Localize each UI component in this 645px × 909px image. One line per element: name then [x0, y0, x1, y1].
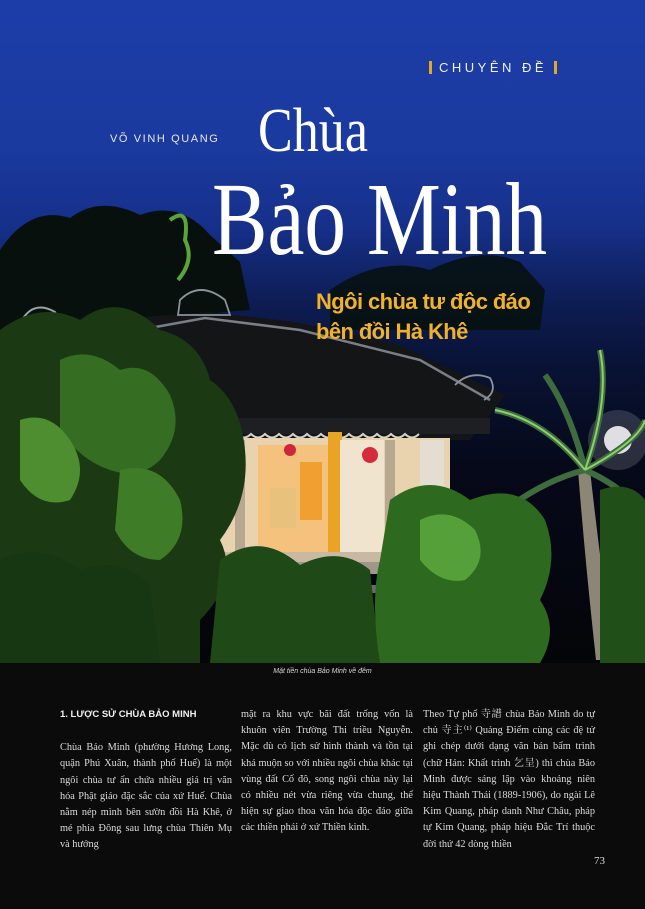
column-1-body: Chùa Bảo Minh (phường Hương Long, quận Phú Xuân, thành phố Huế) là một ngôi chùa tư ẩn chứa nhiều giá trị văn hóa Phật giáo đặc sắc của xứ Huế. Chùa nằm nép mình bên sườn đồi Hà Khê, ở mé phía Đông sau lưng chùa Thiên Mụ và hướng	[60, 742, 232, 851]
title-line-2: Bảo Minh	[212, 162, 548, 277]
photo-caption: Mặt tiền chùa Bảo Minh về đêm	[273, 668, 372, 675]
column-2-body: mặt ra khu vực bãi đất trống vốn là khuôn viên Trường Thi triều Nguyễn. Mặc dù có lịch sử hình thành và tồn tại khá muộn so với nhiều ngôi chùa khác tại vùng đất Cố đô, song ngôi chùa này lại có nhiều nét vừa riêng vừa chung, thể hiện sự giao thoa văn hóa độc đáo giữa các thiền phái ở xứ Thiền kinh.	[241, 709, 413, 834]
column-3-body: Theo Tự phổ 寺譜 chùa Bảo Minh do tự chủ 寺主⁽¹⁾ Quảng Điểm cùng các đệ tử ghi chép dưới dạng văn bản bẩm trình (chữ Hán: Khất trình 乞呈) thì chùa Bảo Minh được sáng lập vào khoảng niên hiệu Thành Thái (1889-1906), do ngài Lê Kim Quang, pháp danh Như Châu, pháp tự Kim Quang, pháp hiệu Đắc Trí thuộc đời thứ 42 dòng thiền	[423, 709, 595, 850]
subtitle	[316, 287, 530, 347]
title-line-1: Chùa	[258, 97, 368, 165]
page-number: 73	[594, 855, 605, 867]
text-column-3	[423, 707, 595, 853]
kicker-bar-right	[554, 61, 557, 74]
kicker-label: CHUYÊN ĐỀ	[439, 60, 548, 75]
text-column-1	[60, 707, 232, 854]
subtitle-line-1: Ngôi chùa tư độc đáo	[316, 289, 531, 314]
subtitle-line-2: bên đồi Hà Khê	[316, 319, 468, 344]
kicker-bar-left	[429, 61, 432, 74]
section-heading: 1. LƯỢC SỬ CHÙA BẢO MINH	[60, 709, 197, 720]
text-column-2	[241, 707, 413, 837]
author-name: VÕ VINH QUANG	[110, 133, 220, 145]
section-kicker	[422, 60, 564, 75]
